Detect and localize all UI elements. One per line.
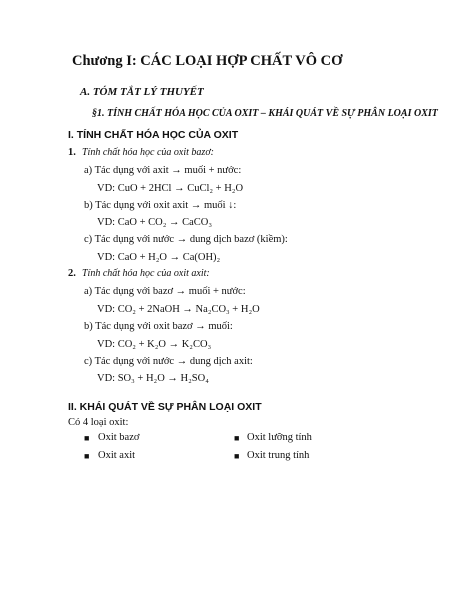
part1-number: 1. bbox=[68, 147, 76, 158]
oxide-type-item: Oxit trung tính bbox=[247, 450, 310, 461]
part2-example-c: VD: SO₃ + H₂O → H₂SO₄ bbox=[97, 373, 209, 384]
oxide-types-intro: Có 4 loại oxit: bbox=[68, 417, 129, 428]
chapter-title: Chương I: CÁC LOẠI HỢP CHẤT VÔ CƠ bbox=[72, 53, 343, 69]
part2-example-a: VD: CO₂ + 2NaOH → Na₂CO₃ + H₂O bbox=[97, 304, 260, 315]
part2-example-b: VD: CO₂ + K₂O → K₂CO₃ bbox=[97, 339, 212, 350]
section-a-title: A. TÓM TẮT LÝ THUYẾT bbox=[80, 86, 204, 98]
part2-title: Tính chất hóa học của oxit axit: bbox=[82, 268, 210, 279]
bullet-icon: ■ bbox=[84, 433, 90, 443]
part1-item-c: c) Tác dụng với nước → dung dịch bazơ (kiềm): bbox=[84, 234, 288, 245]
part2-number: 2. bbox=[68, 268, 76, 279]
part1-item-a: a) Tác dụng với axit → muối + nước: bbox=[84, 165, 242, 176]
part2-item-b: b) Tác dụng với oxit bazơ → muối: bbox=[84, 321, 233, 332]
heading-oxide-classification: II. KHÁI QUÁT VỀ SỰ PHÂN LOẠI OXIT bbox=[68, 401, 262, 413]
part1-example-c: VD: CaO + H₂O → Ca(OH)₂ bbox=[97, 252, 221, 263]
part2-item-c: c) Tác dụng với nước → dung dịch axit: bbox=[84, 356, 253, 367]
bullet-icon: ■ bbox=[234, 433, 240, 443]
bullet-icon: ■ bbox=[234, 451, 240, 461]
bullet-icon: ■ bbox=[84, 451, 90, 461]
part1-title: Tính chất hóa học của oxit bazơ: bbox=[82, 147, 214, 158]
heading-chemical-properties: I. TÍNH CHẤT HÓA HỌC CỦA OXIT bbox=[68, 129, 239, 141]
section-1-title: §1. TÍNH CHẤT HÓA HỌC CỦA OXIT – KHÁI QUÁT VỀ SỰ PHÂN LOẠI OXIT bbox=[92, 108, 438, 119]
part1-item-b: b) Tác dụng với oxit axit → muối ↓: bbox=[84, 200, 237, 211]
oxide-type-item: Oxit axit bbox=[98, 450, 136, 461]
part2-item-a: a) Tác dụng với bazơ → muối + nước: bbox=[84, 286, 246, 297]
part1-example-b: VD: CaO + CO₂ → CaCO₃ bbox=[97, 217, 213, 228]
oxide-type-item: Oxit bazơ bbox=[98, 432, 140, 443]
oxide-type-item: Oxit lưỡng tính bbox=[247, 432, 312, 443]
part1-example-a: VD: CuO + 2HCl → CuCl₂ + H₂O bbox=[97, 183, 244, 194]
